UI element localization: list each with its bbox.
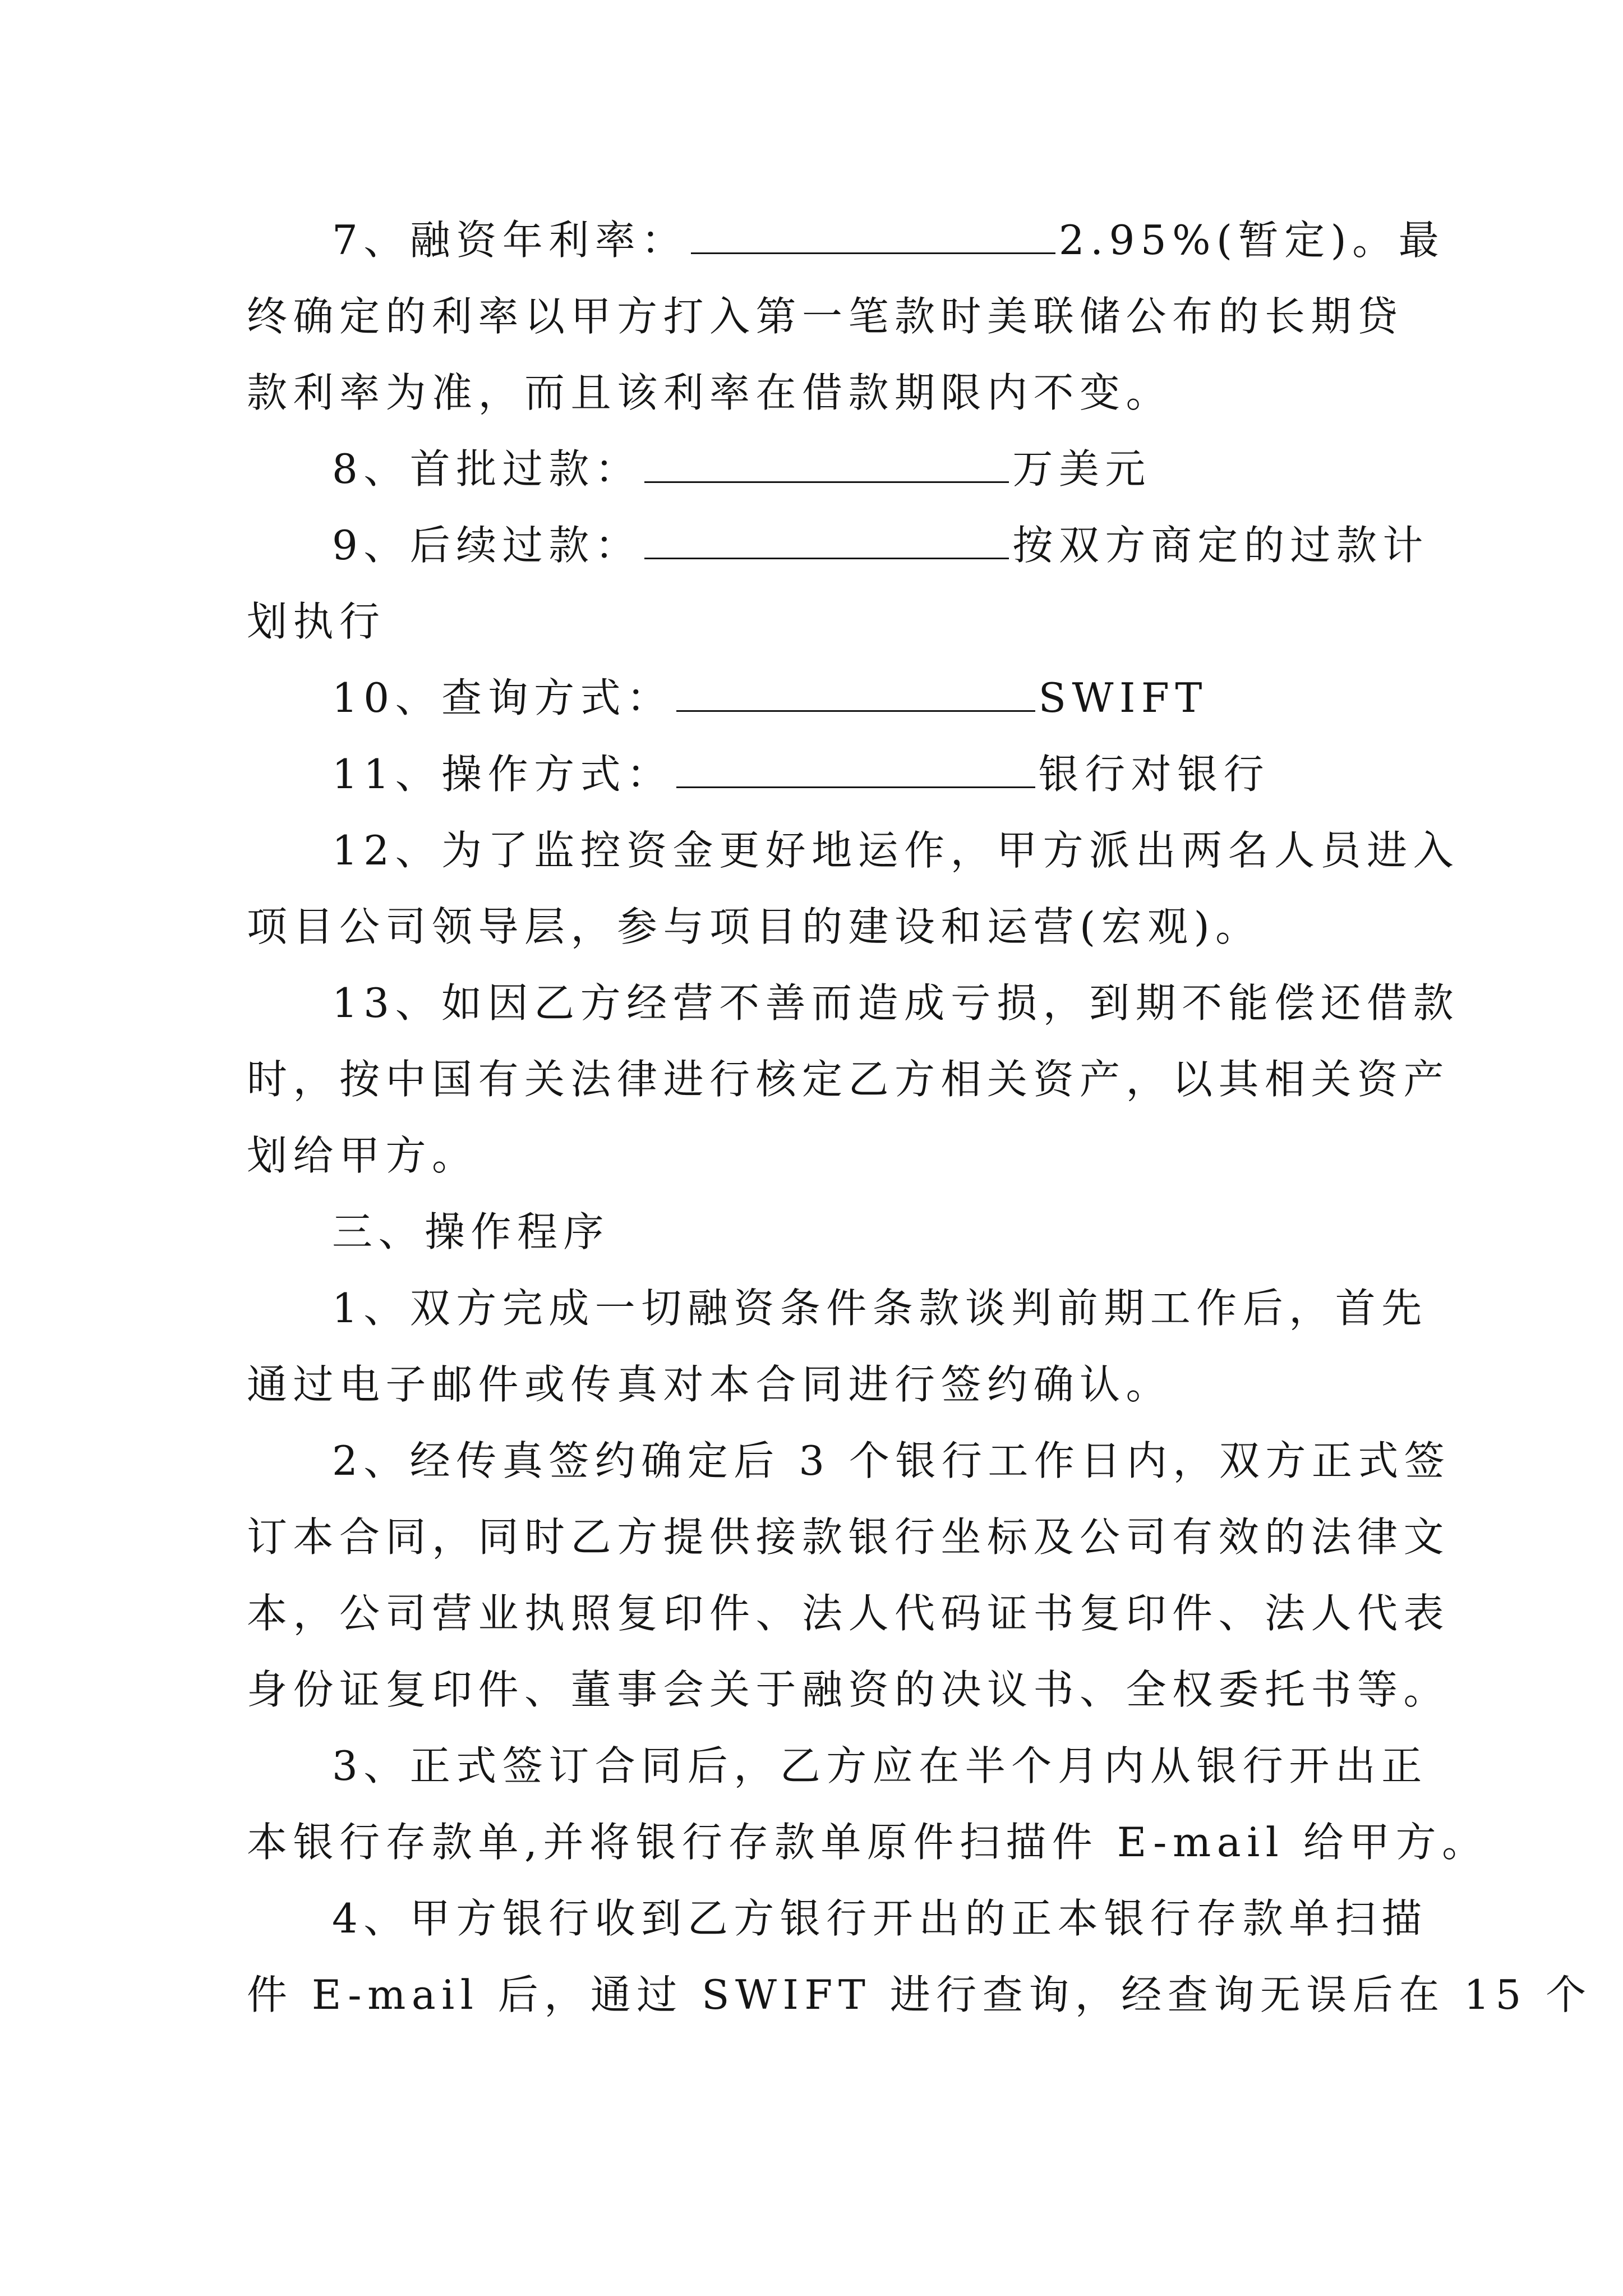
- clause-7: [247, 202, 1445, 431]
- procedure-1: [247, 1270, 1428, 1423]
- clause-11-line-1: [247, 736, 1385, 812]
- clause-11-value: 银行对银行: [1038, 751, 1270, 798]
- procedure-2: [247, 1423, 1451, 1728]
- procedure-4-line-2: 件 E-mail 后，通过 SWIFT 进行查询，经查询无误后在 15 个: [247, 1971, 1592, 2018]
- clause-9-label: 9、后续过款：: [332, 522, 642, 569]
- procedure-2-line-1: 2、经传真签约确定后 3 个银行工作日内，双方正式签: [332, 1437, 1451, 1484]
- clause-10-line-1: [247, 660, 1385, 736]
- clause-10-label: 10、查询方式：: [332, 674, 673, 721]
- fill-in-blank: [691, 246, 1055, 254]
- fill-in-blank: [644, 475, 1009, 483]
- procedure-2-line-2: 订本合同，同时乙方提供接款银行坐标及公司有效的法律文: [247, 1513, 1450, 1561]
- clause-13-line-2: 时，按中国有关法律进行核定乙方相关资产，以其相关资产: [247, 1056, 1450, 1103]
- procedure-3-line-2: 本银行存款单,并将银行存款单原件扫描件 E-mail 给甲方。: [247, 1819, 1488, 1866]
- procedure-1-line-1: 1、双方完成一切融资条件条款谈判前期工作后，首先: [332, 1285, 1428, 1332]
- clause-11: [247, 736, 1385, 812]
- clause-11-label: 11、操作方式：: [332, 751, 673, 798]
- clause-9: [247, 507, 1429, 660]
- procedure-1-line-2: 通过电子邮件或传真对本合同进行签约确认。: [247, 1361, 1173, 1408]
- clause-7-line-2: 终确定的利率以甲方打入第一笔款时美联储公布的长期贷: [247, 293, 1404, 340]
- clause-12-line-2: 项目公司领导层，参与项目的建设和运营(宏观)。: [247, 903, 1262, 950]
- clause-7-line-3: 款利率为准，而且该利率在借款期限内不变。: [247, 369, 1173, 416]
- procedure-3: [247, 1728, 1488, 1880]
- procedure-4: [247, 1880, 1592, 2033]
- procedure-4-line-1: 4、甲方银行收到乙方银行开出的正本银行存款单扫描: [332, 1895, 1428, 1942]
- fill-in-blank: [676, 703, 1035, 712]
- clause-13-line-3: 划给甲方。: [247, 1132, 478, 1179]
- clause-7-line-1: [247, 202, 1445, 278]
- clause-8: [247, 431, 1385, 507]
- clause-9-line-2: 划执行: [247, 598, 386, 645]
- procedure-3-line-1: 3、正式签订合同后，乙方应在半个月内从银行开出正: [332, 1742, 1428, 1789]
- fill-in-blank: [676, 780, 1035, 788]
- clause-8-label: 8、首批过款：: [332, 445, 642, 493]
- document-page: [247, 202, 1592, 2033]
- clause-12: [247, 812, 1460, 965]
- procedure-2-line-4: 身份证复印件、董事会关于融资的决议书、全权委托书等。: [247, 1666, 1450, 1713]
- fill-in-blank: [644, 551, 1009, 559]
- section-3-heading: 三、操作程序: [332, 1208, 610, 1255]
- clause-9-value: 按双方商定的过款计: [1012, 522, 1429, 569]
- clause-7-value: 2.95%(暂定)。最: [1058, 217, 1445, 264]
- procedure-2-line-3: 本，公司营业执照复印件、法人代码证书复印件、法人代表: [247, 1590, 1450, 1637]
- section-heading: [247, 1194, 1385, 1270]
- clause-12-line-1: 12、为了监控资金更好地运作，甲方派出两名人员进入: [332, 827, 1460, 874]
- clause-9-line-1: [247, 507, 1429, 583]
- clause-10-value: SWIFT: [1038, 674, 1208, 721]
- clause-13: [247, 965, 1460, 1194]
- clause-8-line-1: [247, 431, 1385, 507]
- clause-8-value: 万美元: [1012, 445, 1151, 493]
- clause-7-label: 7、融资年利率：: [332, 217, 688, 264]
- clause-13-line-1: 13、如因乙方经营不善而造成亏损，到期不能偿还借款: [332, 979, 1460, 1027]
- clause-10: [247, 660, 1385, 736]
